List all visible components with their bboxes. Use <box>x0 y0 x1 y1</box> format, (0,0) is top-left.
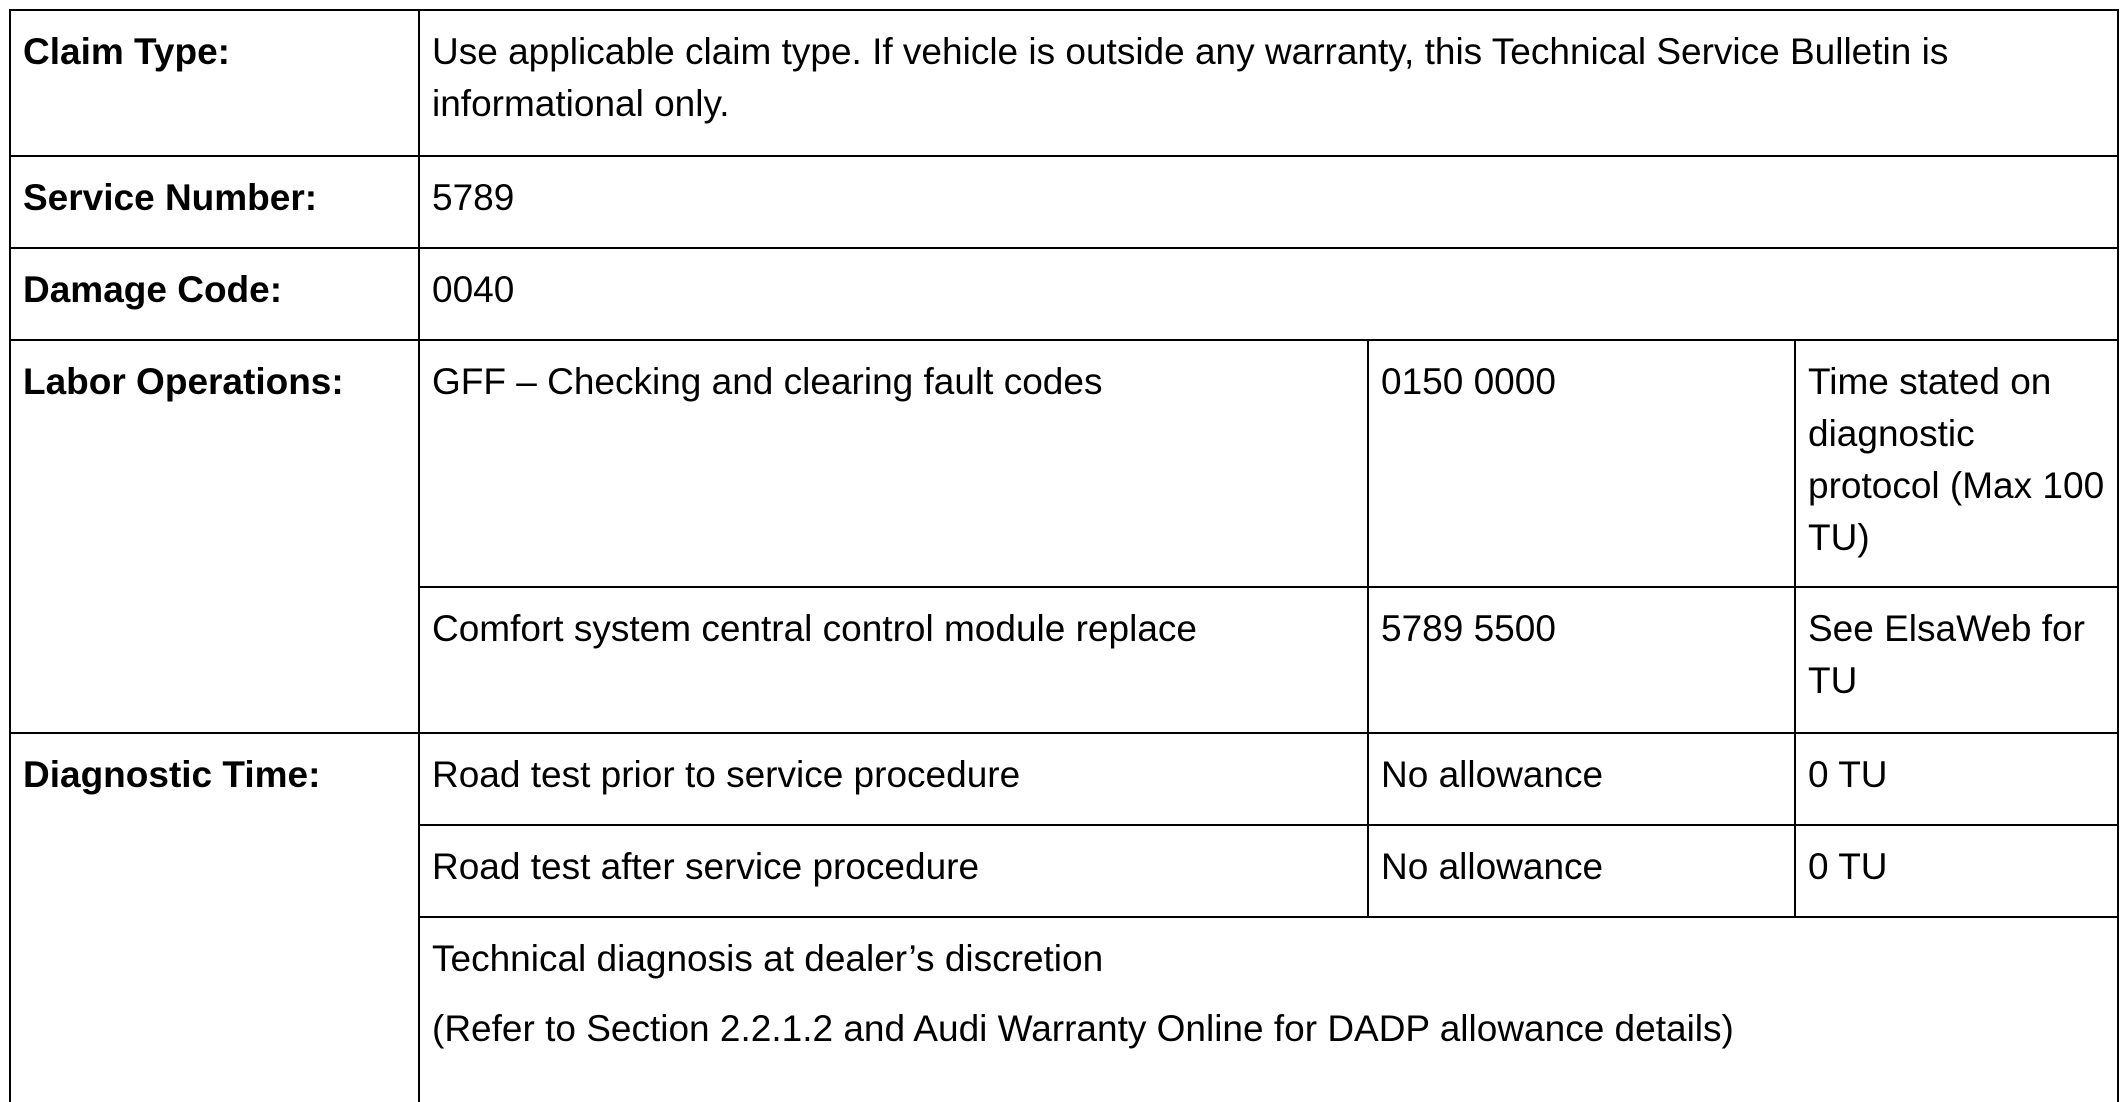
diagnostic-time-value: 0 TU <box>1795 733 2118 825</box>
labor-operation-description: Comfort system central control module replace <box>419 587 1368 733</box>
diagnostic-time-label: Diagnostic Time: <box>10 733 419 1102</box>
claim-type-label: Claim Type: <box>10 10 419 156</box>
service-number-row <box>10 156 2118 248</box>
labor-operation-time: See ElsaWeb for TU <box>1795 587 2118 733</box>
labor-operation-description: GFF – Checking and clearing fault codes <box>419 340 1368 587</box>
damage-code-row <box>10 248 2118 340</box>
diagnostic-allowance: No allowance <box>1368 825 1795 917</box>
labor-operations-label: Labor Operations: <box>10 340 419 733</box>
diagnostic-time-value: 0 TU <box>1795 825 2118 917</box>
diagnostic-note-line-1: Technical diagnosis at dealer’s discretion <box>432 938 1104 979</box>
damage-code-label: Damage Code: <box>10 248 419 340</box>
service-number-value: 5789 <box>419 156 2118 248</box>
labor-operation-code: 0150 0000 <box>1368 340 1795 587</box>
diagnostic-time-row <box>10 733 2118 825</box>
labor-operation-row <box>10 340 2118 587</box>
diagnostic-allowance: No allowance <box>1368 733 1795 825</box>
claim-type-row <box>10 10 2118 156</box>
warranty-claim-table <box>9 9 2119 1102</box>
diagnostic-note-line-2: (Refer to Section 2.2.1.2 and Audi Warranty Online for DADP allowance details) <box>432 1008 1734 1049</box>
labor-operation-code: 5789 5500 <box>1368 587 1795 733</box>
diagnostic-note <box>419 917 2118 1102</box>
damage-code-value: 0040 <box>419 248 2118 340</box>
service-number-label: Service Number: <box>10 156 419 248</box>
diagnostic-description: Road test prior to service procedure <box>419 733 1368 825</box>
claim-type-text: Use applicable claim type. If vehicle is outside any warranty, this Technical Service Bulletin is informational only. <box>419 10 2118 156</box>
diagnostic-description: Road test after service procedure <box>419 825 1368 917</box>
labor-operation-time: Time stated on diagnostic protocol (Max 100 TU) <box>1795 340 2118 587</box>
